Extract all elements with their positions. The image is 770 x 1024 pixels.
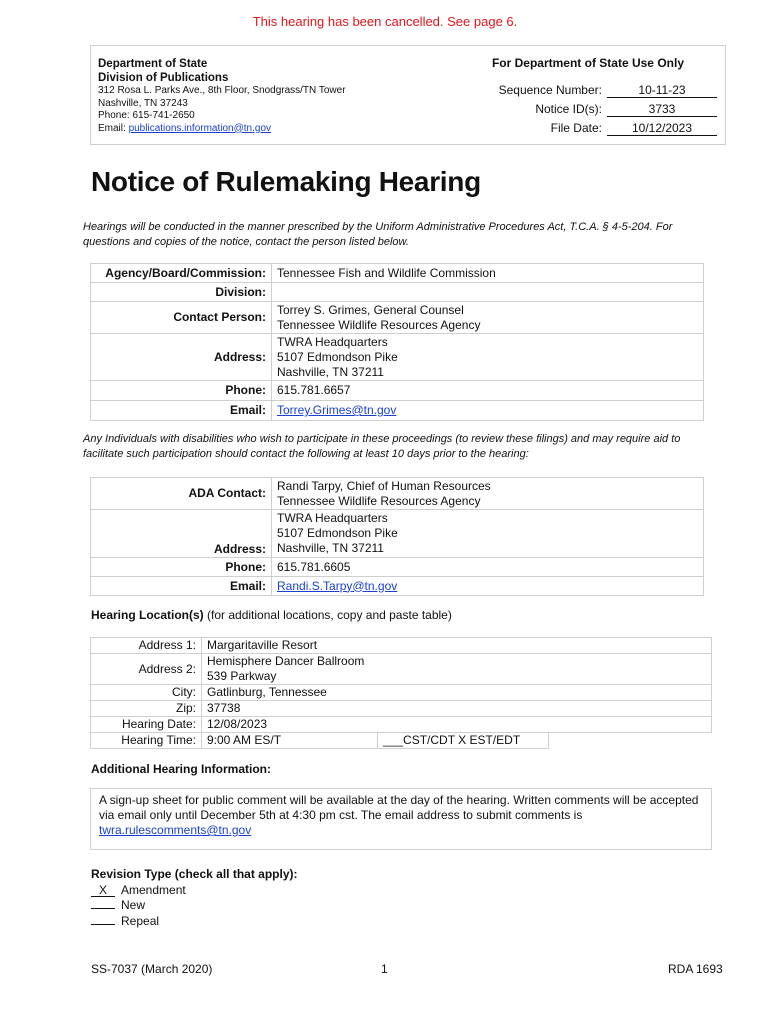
ada-contact-label: ADA Contact:: [91, 478, 272, 510]
revision-type-heading: Revision Type (check all that apply):: [91, 867, 298, 881]
use-only-title: For Department of State Use Only: [491, 56, 684, 70]
dept-address: 312 Rosa L. Parks Ave., 8th Floor, Snodgrass/TN Tower: [98, 85, 346, 96]
footer-page-number: 1: [381, 962, 388, 976]
ada-email-link[interactable]: Randi.S.Tarpy@tn.gov: [277, 578, 398, 593]
hearing-location-title: Hearing Location(s): [91, 608, 204, 622]
phone-value: 615.781.6657: [272, 381, 704, 401]
city-label: City:: [91, 685, 202, 701]
hearing-time-label: Hearing Time:: [91, 733, 202, 749]
page-title: Notice of Rulemaking Hearing: [91, 166, 481, 197]
division-name: Division of Publications: [98, 72, 229, 84]
address2-line2: 539 Parkway: [207, 669, 277, 683]
agency-value: Tennessee Fish and Wildlife Commission: [272, 264, 704, 283]
dept-city: Nashville, TN 37243: [98, 97, 188, 109]
additional-info-heading: Additional Hearing Information:: [91, 762, 271, 776]
contact-label: Contact Person:: [91, 302, 272, 334]
address-line3: Nashville, TN 37211: [277, 364, 384, 379]
hearing-location-heading: [91, 608, 452, 622]
address-line1: TWRA Headquarters: [277, 334, 388, 349]
intro-text: Hearings will be conducted in the manner prescribed by the Uniform Administrative Procedures Act, T.C.A. § 4-5-204. For questions and copies of the notice, contact the person listed below.: [83, 221, 673, 248]
notice-id-value: 3733: [607, 102, 717, 117]
contact-email-link[interactable]: Torrey.Grimes@tn.gov: [277, 403, 397, 417]
additional-info-box: [90, 788, 712, 850]
sequence-value: 10-11-23: [607, 83, 717, 98]
agency-table: [90, 263, 704, 421]
new-mark[interactable]: [91, 908, 115, 909]
address2-line1: Hemisphere Dancer Ballroom: [207, 654, 365, 668]
ada-phone-label: Phone:: [91, 558, 272, 577]
sequence-row: [430, 83, 720, 101]
dept-email-label: Email:: [98, 122, 129, 134]
ada-contact-agency: Tennessee Wildlife Resources Agency: [277, 493, 481, 508]
time-zone-value: ___CST/CDT X EST/EDT: [378, 733, 549, 749]
cancel-notice: This hearing has been cancelled. See page 6.: [252, 14, 518, 29]
contact-agency: Tennessee Wildlife Resources Agency: [277, 317, 481, 332]
comments-email-link[interactable]: twra.rulescomments@tn.gov: [99, 823, 252, 837]
file-date-row: [430, 121, 720, 139]
ada-email-label: Email:: [91, 577, 272, 596]
ada-table: [90, 477, 704, 596]
zip-value: 37738: [202, 701, 712, 717]
hearing-date-value: 12/08/2023: [202, 717, 712, 733]
additional-info-text: A sign-up sheet for public comment will be available at the day of the hearing. Written comments will be accepted via email only until December 5th at 4:30 pm cst. The email address to submit comments is: [99, 793, 699, 822]
ada-intro-text: Any Individuals with disabilities who wish to participate in these proceedings (to review these filings) and may require aid to facilitate such participation should contact the following at least 10 days prior to the hearing:: [83, 433, 681, 460]
dept-email-link[interactable]: publications.information@tn.gov: [128, 122, 272, 134]
notice-id-label: Notice ID(s):: [535, 102, 602, 116]
hearing-location-note: (for additional locations, copy and paste table): [203, 608, 452, 622]
dept-name: Department of State: [98, 58, 208, 70]
ada-address-label: Address:: [91, 510, 272, 558]
notice-id-row: [430, 102, 720, 120]
repeal-label: Repeal: [121, 913, 160, 928]
city-value: Gatlinburg, Tennessee: [202, 685, 712, 701]
footer-rda: RDA 1693: [668, 962, 723, 976]
hearing-date-label: Hearing Date:: [91, 717, 202, 733]
agency-label: Agency/Board/Commission:: [91, 264, 272, 283]
ada-phone-value: 615.781.6605: [272, 558, 704, 577]
address-label: Address:: [91, 334, 272, 381]
ada-address-line3: Nashville, TN 37211: [277, 541, 384, 555]
division-value: [272, 283, 704, 302]
ada-address-line2: 5107 Edmondson Pike: [277, 526, 398, 540]
ada-contact-name: Randi Tarpy, Chief of Human Resources: [277, 478, 491, 493]
file-date-label: File Date:: [550, 121, 602, 135]
amendment-mark[interactable]: X: [91, 884, 115, 897]
ada-address-line1: TWRA Headquarters: [277, 511, 388, 525]
address2-label: Address 2:: [91, 654, 202, 685]
address1-value: Margaritaville Resort: [202, 638, 712, 654]
address-line2: 5107 Edmondson Pike: [277, 349, 398, 364]
zip-label: Zip:: [91, 701, 202, 717]
revision-type-section: [91, 867, 298, 929]
new-label: New: [121, 898, 146, 912]
header-contact-block: [98, 57, 346, 135]
email-label: Email:: [91, 401, 272, 421]
phone-label: Phone:: [91, 381, 272, 401]
file-date-value: 10/12/2023: [607, 121, 717, 136]
amendment-label: Amendment: [121, 882, 186, 897]
dept-phone: Phone: 615-741-2650: [98, 110, 195, 121]
hearing-location-table: [90, 637, 712, 749]
division-label: Division:: [91, 283, 272, 302]
repeal-mark[interactable]: [91, 924, 115, 925]
footer-form-id: SS-7037 (March 2020): [91, 962, 213, 976]
contact-name: Torrey S. Grimes, General Counsel: [277, 302, 464, 317]
hearing-time-value: 9:00 AM ES/T: [202, 733, 378, 749]
address1-label: Address 1:: [91, 638, 202, 654]
sequence-label: Sequence Number:: [498, 83, 602, 97]
